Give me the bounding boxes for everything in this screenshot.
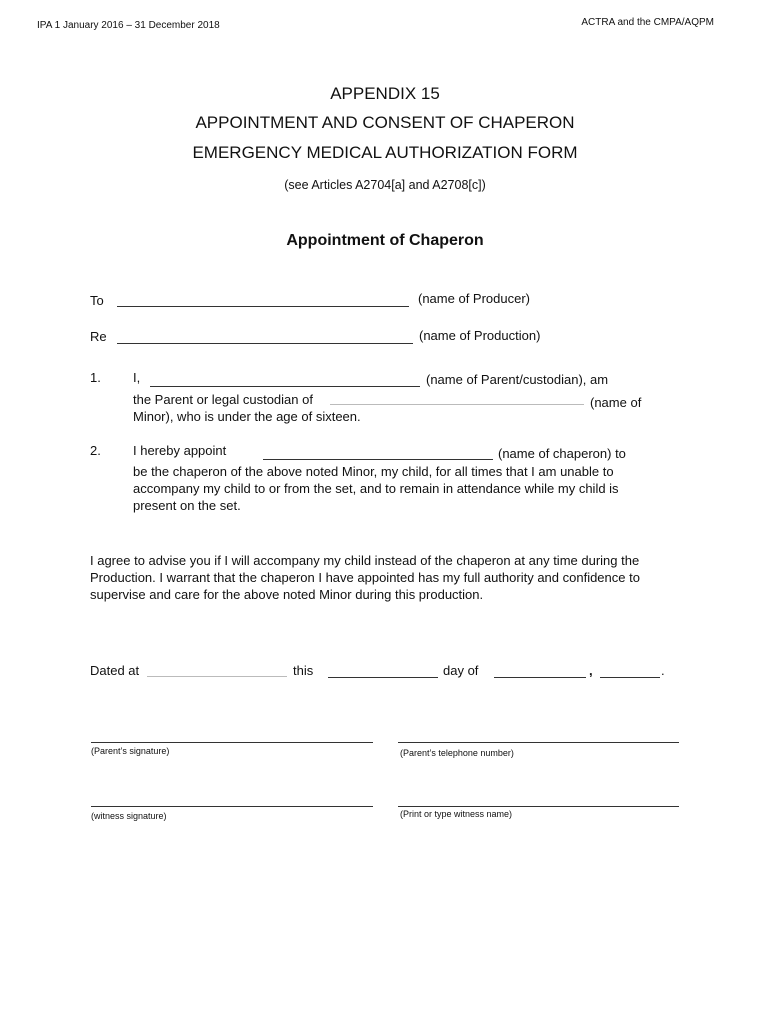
year-line: [600, 677, 660, 678]
witness-name-line: [398, 806, 679, 807]
to-label: To: [90, 293, 104, 308]
month-line: [494, 677, 586, 678]
form-title-line1: APPOINTMENT AND CONSENT OF CHAPERON: [195, 113, 575, 132]
parent-signature-line: [91, 742, 373, 743]
witness-name-label: (Print or type witness name): [400, 809, 513, 819]
producer-name-line: [117, 306, 409, 307]
chaperon-name-field[interactable]: [263, 443, 493, 459]
parent-name-field[interactable]: [150, 370, 420, 386]
chaperon-hint: (name of chaperon) to: [498, 446, 626, 461]
form-title-line2: EMERGENCY MEDICAL AUTHORIZATION FORM: [192, 143, 578, 162]
parent-name-hint: (name of Parent/custodian), am: [426, 372, 609, 387]
agreement-paragraph: I agree to advise you if I will accompany my child instead of the chaperon at any time during the Production. I warrant that the chaperon I have appointed has my full authority and confidence to supervise and care for the above noted Minor during this production.: [90, 553, 640, 602]
chaperon-name-line: [263, 459, 493, 460]
location-line: [147, 676, 287, 677]
month-field[interactable]: [494, 660, 586, 676]
minor-name-line: [330, 404, 584, 405]
appoint-text: I hereby appoint: [133, 443, 227, 458]
parent-name-line: [150, 386, 420, 387]
witness-name-field[interactable]: [398, 788, 679, 804]
section-title: Appointment of Chaperon: [286, 232, 484, 249]
producer-name-field[interactable]: [117, 290, 409, 306]
witness-signature-line: [91, 806, 373, 807]
dated-at-label: Dated at: [90, 663, 140, 678]
item1-number: 1.: [90, 370, 101, 385]
minor-name-field[interactable]: [330, 388, 584, 404]
witness-signature-label: (witness signature): [91, 811, 167, 821]
year-field[interactable]: [600, 660, 660, 676]
production-name-field[interactable]: [117, 326, 413, 342]
articles-subtitle: (see Articles A2704[a] and A2708[c]): [284, 178, 486, 192]
item1-i-label: I,: [133, 370, 141, 385]
custodian-text: the Parent or legal custodian of: [133, 392, 313, 407]
parent-signature-label: (Parent’s signature): [91, 746, 170, 756]
production-hint: (name of Production): [419, 328, 541, 343]
re-label: Re: [90, 329, 107, 344]
minor-age-text: Minor), who is under the age of sixteen.: [133, 409, 361, 424]
header-right: ACTRA and the CMPA/AQPM: [581, 17, 714, 28]
item2-number: 2.: [90, 443, 101, 458]
producer-hint: (name of Producer): [418, 291, 530, 306]
parent-phone-line: [398, 742, 679, 743]
location-field[interactable]: [147, 660, 287, 676]
this-label: this: [293, 663, 314, 678]
day-line: [328, 677, 438, 678]
parent-phone-label: (Parent’s telephone number): [400, 748, 514, 758]
header-left: IPA 1 January 2016 – 31 December 2018: [37, 20, 220, 31]
witness-signature-field[interactable]: [91, 788, 373, 804]
parent-phone-field[interactable]: [398, 724, 679, 740]
chaperon-duties-text: be the chaperon of the above noted Minor, my child, for all times that I am unable to accompany my child to or from the set, and to remain in attendance while my child is present on the set.: [133, 464, 619, 513]
day-field[interactable]: [328, 660, 438, 676]
production-name-line: [117, 343, 413, 344]
date-period: .: [661, 663, 665, 678]
day-of-label: day of: [443, 663, 479, 678]
parent-signature-field[interactable]: [91, 724, 373, 740]
minor-name-hint: (name of: [590, 395, 642, 410]
date-comma: ,: [589, 663, 593, 678]
appendix-title: APPENDIX 15: [330, 84, 440, 103]
